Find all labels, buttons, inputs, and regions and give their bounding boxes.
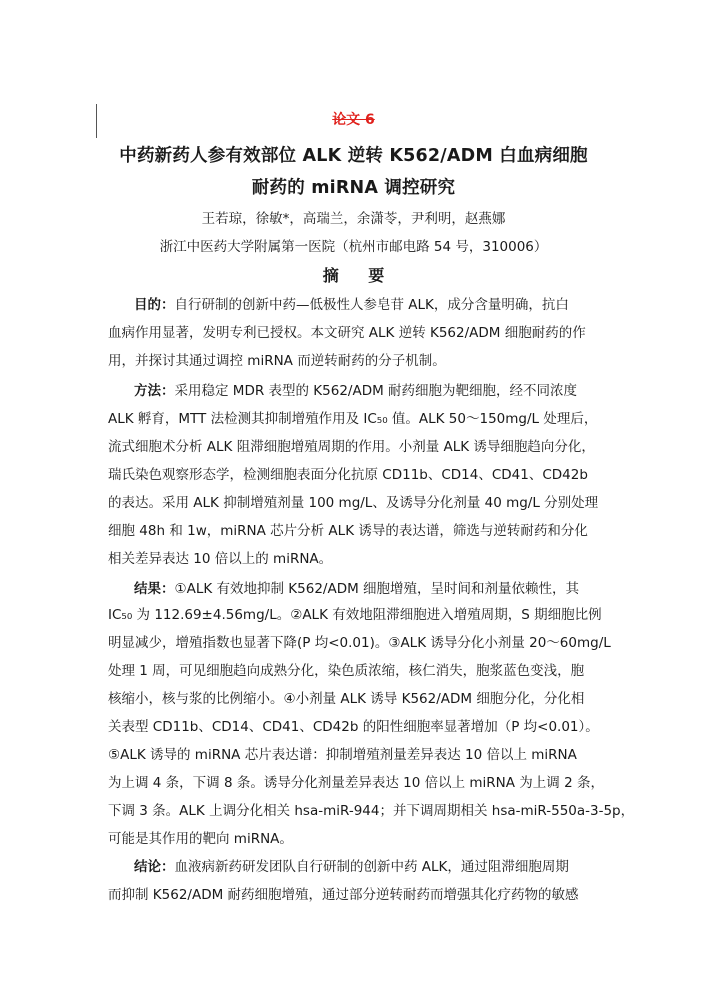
abstract-line: 下调 3 条。ALK 上调分化相关 hsa-miR-944；并下调周期相关 hsa-miR-550a-3-5p，: [108, 803, 635, 819]
paper-label: 论文 6: [332, 112, 375, 128]
conclusion-label: 结论：: [134, 859, 175, 875]
abstract-line: 的表达。采用 ALK 抑制增殖剂量 100 mg/L、及诱导分化剂量 40 mg/L 分别处理: [108, 495, 599, 511]
abstract-line: 而抑制 K562/ADM 耐药细胞增殖，通过部分逆转耐药而增强其化疗药物的敏感: [108, 887, 579, 903]
abstract-line: 流式细胞术分析 ALK 阻滞细胞增殖周期的作用。小剂量 ALK 诱导细胞趋向分化，: [108, 439, 595, 455]
method-label: 方法：: [134, 383, 175, 399]
abstract-line: 目的：自行研制的创新中药—低极性人参皂苷 ALK，成分含量明确，抗白: [134, 297, 569, 313]
abstract-line: 关表型 CD11b、CD14、CD41、CD42b 的阳性细胞率显著增加（P 均<0.01）。: [108, 719, 599, 735]
objective-label: 目的：: [134, 297, 175, 313]
paper-authors: 王若琼，徐敏*，高瑞兰，余潇苓，尹利明，赵燕娜: [201, 211, 506, 227]
abstract-heading: 摘 要: [322, 266, 397, 285]
abstract-line: 结果：①ALK 有效地抑制 K562/ADM 细胞增殖，呈时间和剂量依赖性，其: [134, 581, 580, 597]
paper-affiliation: 浙江中医药大学附属第一医院（杭州市邮电路 54 号，310006）: [159, 239, 548, 255]
abstract-line: 用，并探讨其通过调控 miRNA 而逆转耐药的分子机制。: [108, 353, 446, 369]
results-label: 结果：: [134, 581, 175, 597]
abstract-line: 核缩小，核与浆的比例缩小。④小剂量 ALK 诱导 K562/ADM 细胞分化，分化相: [108, 691, 585, 707]
abstract-line: 结论：血液病新药研发团队自行研制的创新中药 ALK，通过阻滞细胞周期: [134, 859, 569, 875]
abstract-line: IC₅₀ 为 112.69±4.56mg/L。②ALK 有效地阻滞细胞进入增殖周期，S 期细胞比例: [108, 607, 602, 623]
abstract-line: 细胞 48h 和 1w，miRNA 芯片分析 ALK 诱导的表达谱，筛选与逆转耐药和分化: [108, 523, 588, 539]
abstract-line: ALK 孵育，MTT 法检测其抑制增殖作用及 IC₅₀ 值。ALK 50～150mg/L 处理后，: [108, 411, 598, 427]
abstract-line: 相关差异表达 10 倍以上的 miRNA。: [108, 551, 333, 567]
abstract-line: 瑞氏染色观察形态学，检测细胞表面分化抗原 CD11b、CD14、CD41、CD42b: [108, 467, 588, 483]
abstract-line: 为上调 4 条，下调 8 条。诱导分化剂量差异表达 10 倍以上 miRNA 为上调 2 条，: [108, 775, 604, 791]
abstract-line: ⑤ALK 诱导的 miRNA 芯片表达谱：抑制增殖剂量差异表达 10 倍以上 miRNA: [108, 747, 577, 763]
abstract-line: 方法：采用稳定 MDR 表型的 K562/ADM 耐药细胞为靶细胞，经不同浓度: [134, 383, 578, 399]
abstract-line: 血病作用显著，发明专利已授权。本文研究 ALK 逆转 K562/ADM 细胞耐药的作: [108, 325, 586, 341]
paper-title-line-2: 耐药的 miRNA 调控研究: [251, 178, 456, 198]
paper-title-line-1: 中药新药人参有效部位 ALK 逆转 K562/ADM 白血病细胞: [119, 146, 588, 166]
abstract-line: 处理 1 周，可见细胞趋向成熟分化，染色质浓缩，核仁消失，胞浆蓝色变浅，胞: [108, 663, 585, 679]
abstract-line: 明显减少，增殖指数也显著下降(P 均<0.01)。③ALK 诱导分化小剂量 20～60mg/L: [108, 635, 611, 651]
abstract-line: 可能是其作用的靶向 miRNA。: [108, 831, 293, 847]
